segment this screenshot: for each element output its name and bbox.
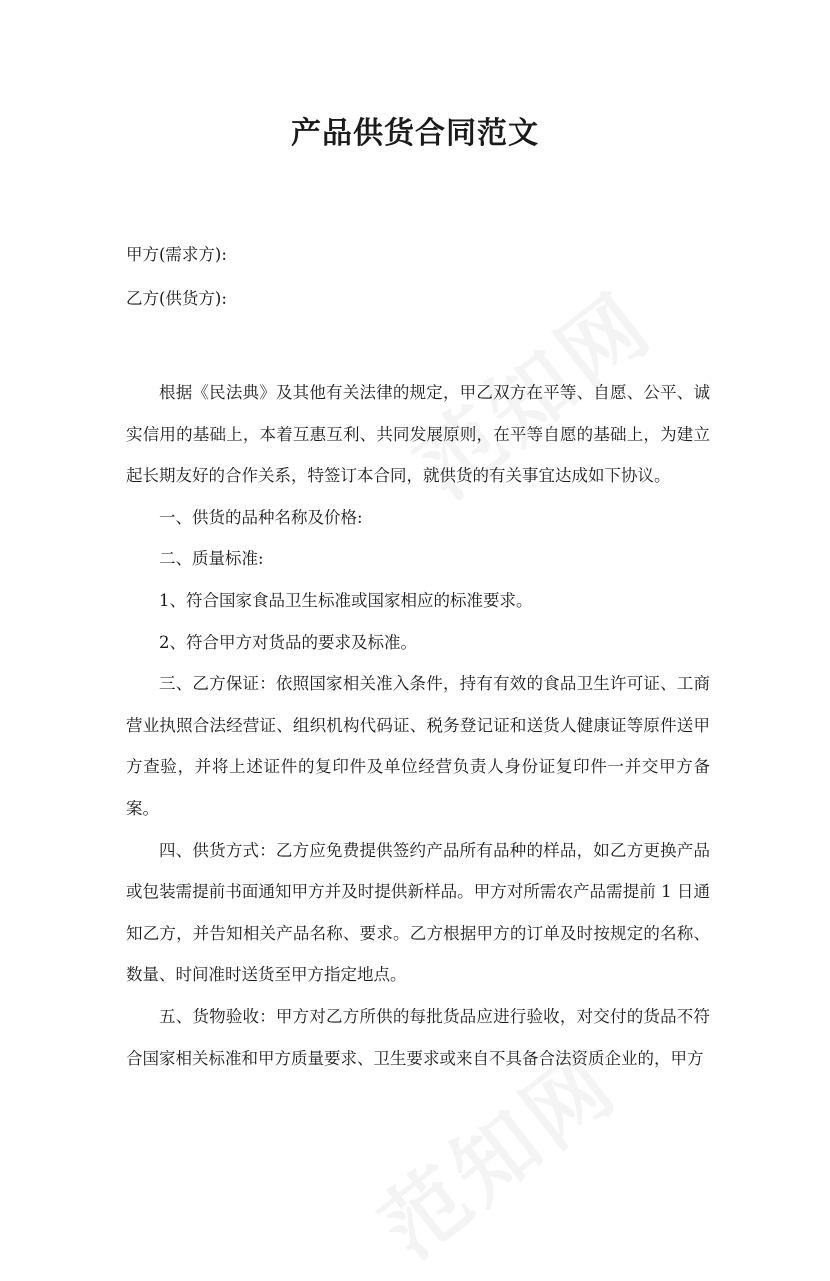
paragraph-sub-1: 1、符合国家食品卫生标准或国家相应的标准要求。	[159, 590, 533, 610]
party-a-label: 甲方(需求方):	[126, 245, 227, 264]
paragraph-item-2: 二、质量标准:	[159, 549, 264, 569]
page-title: 产品供货合同范文	[291, 116, 539, 151]
paragraph-item-3: 三、乙方保证：依照国家相关准入条件，持有有效的食品卫生许可证、工商营业执照合法经营证、组织机构代码证、税务登记证和送货人健康证等原件送甲方查验，并将上述证件的复印件及单位经营负责人身份证复印件一并交甲方备案。	[126, 674, 710, 818]
paragraph-sub-2: 2、符合甲方对货品的要求及标准。	[159, 632, 417, 652]
paragraph-item-5: 五、货物验收：甲方对乙方所供的每批货品应进行验收，对交付的货品不符合国家相关标准和甲方质量要求、卫生要求或来自不具备合法资质企业的，甲方	[126, 1006, 710, 1068]
party-b-label: 乙方(供货方):	[126, 289, 227, 308]
paragraph-item-4: 四、供货方式：乙方应免费提供签约产品所有品种的样品，如乙方更换产品或包装需提前书面通知甲方并及时提供新样品。甲方对所需农产品需提前 1 日通知乙方，并告知相关产品名称、要求。乙方根据甲方的订单及时按规定的名称、数量、时间准时送货至甲方指定地点。	[126, 840, 710, 985]
paragraph-item-1: 一、供货的品种名称及价格:	[159, 507, 363, 527]
paragraph-preamble: 根据《民法典》及其他有关法律的规定，甲乙双方在平等、自愿、公平、诚实信用的基础上，本着互惠互利、共同发展原则，在平等自愿的基础上，为建立起长期友好的合作关系，特签订本合同，就供货的有关事宜达成如下协议。	[126, 383, 710, 486]
contract-body	[126, 372, 710, 1079]
